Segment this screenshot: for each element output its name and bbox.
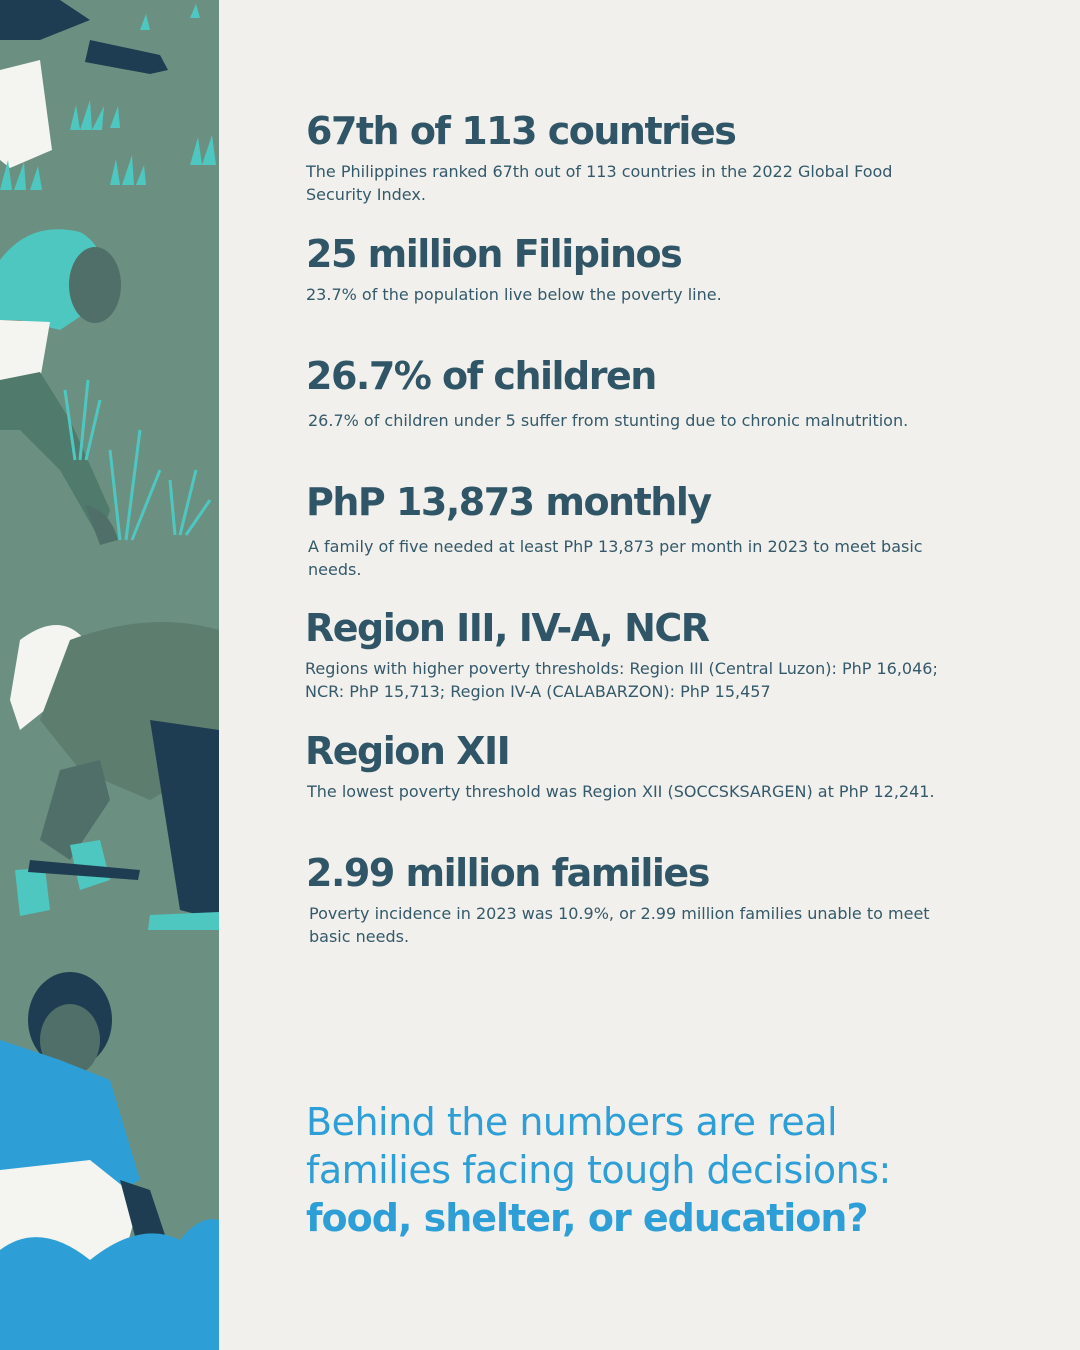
stat-headline: 2.99 million families — [306, 851, 709, 895]
stat-poverty-population — [306, 233, 946, 306]
closing-emphasis: food, shelter, or education? — [306, 1196, 868, 1240]
stat-description: 23.7% of the population live below the poverty line. — [306, 284, 722, 304]
stat-headline: 67th of 113 countries — [306, 109, 736, 153]
stat-food-security-rank — [306, 110, 946, 206]
stat-headline: 25 million Filipinos — [306, 232, 682, 276]
stat-headline: Region XII — [305, 729, 510, 773]
stat-poor-families — [306, 852, 946, 948]
stat-description: The Philippines ranked 67th out of 113 countries in the 2022 Global Food Security Index. — [306, 161, 893, 204]
stat-higher-threshold-regions — [305, 607, 945, 703]
closing-message — [306, 1098, 1006, 1242]
closing-line-1: Behind the numbers are real — [306, 1100, 838, 1144]
stat-monthly-threshold — [306, 481, 946, 581]
stat-child-stunting — [306, 355, 946, 432]
stat-headline: PhP 13,873 monthly — [306, 480, 711, 524]
stat-description: Poverty incidence in 2023 was 10.9%, or 2.99 million families unable to meet basic needs. — [309, 903, 930, 946]
stat-lowest-threshold-region — [305, 730, 945, 803]
stat-headline: 26.7% of children — [306, 354, 656, 398]
stat-headline: Region III, IV-A, NCR — [305, 606, 709, 650]
stat-description: Regions with higher poverty thresholds: Region III (Central Luzon): PhP 16,046; NCR: PhP 15,713; Region IV-A (CALABARZON): PhP 15,457 — [305, 658, 938, 701]
stat-description: 26.7% of children under 5 suffer from stunting due to chronic malnutrition. — [308, 410, 909, 430]
closing-line-2: families facing tough decisions: — [306, 1148, 891, 1192]
stat-description: A family of five needed at least PhP 13,873 per month in 2023 to meet basic needs. — [308, 536, 923, 579]
stat-description: The lowest poverty threshold was Region XII (SOCCSKSARGEN) at PhP 12,241. — [307, 781, 935, 801]
